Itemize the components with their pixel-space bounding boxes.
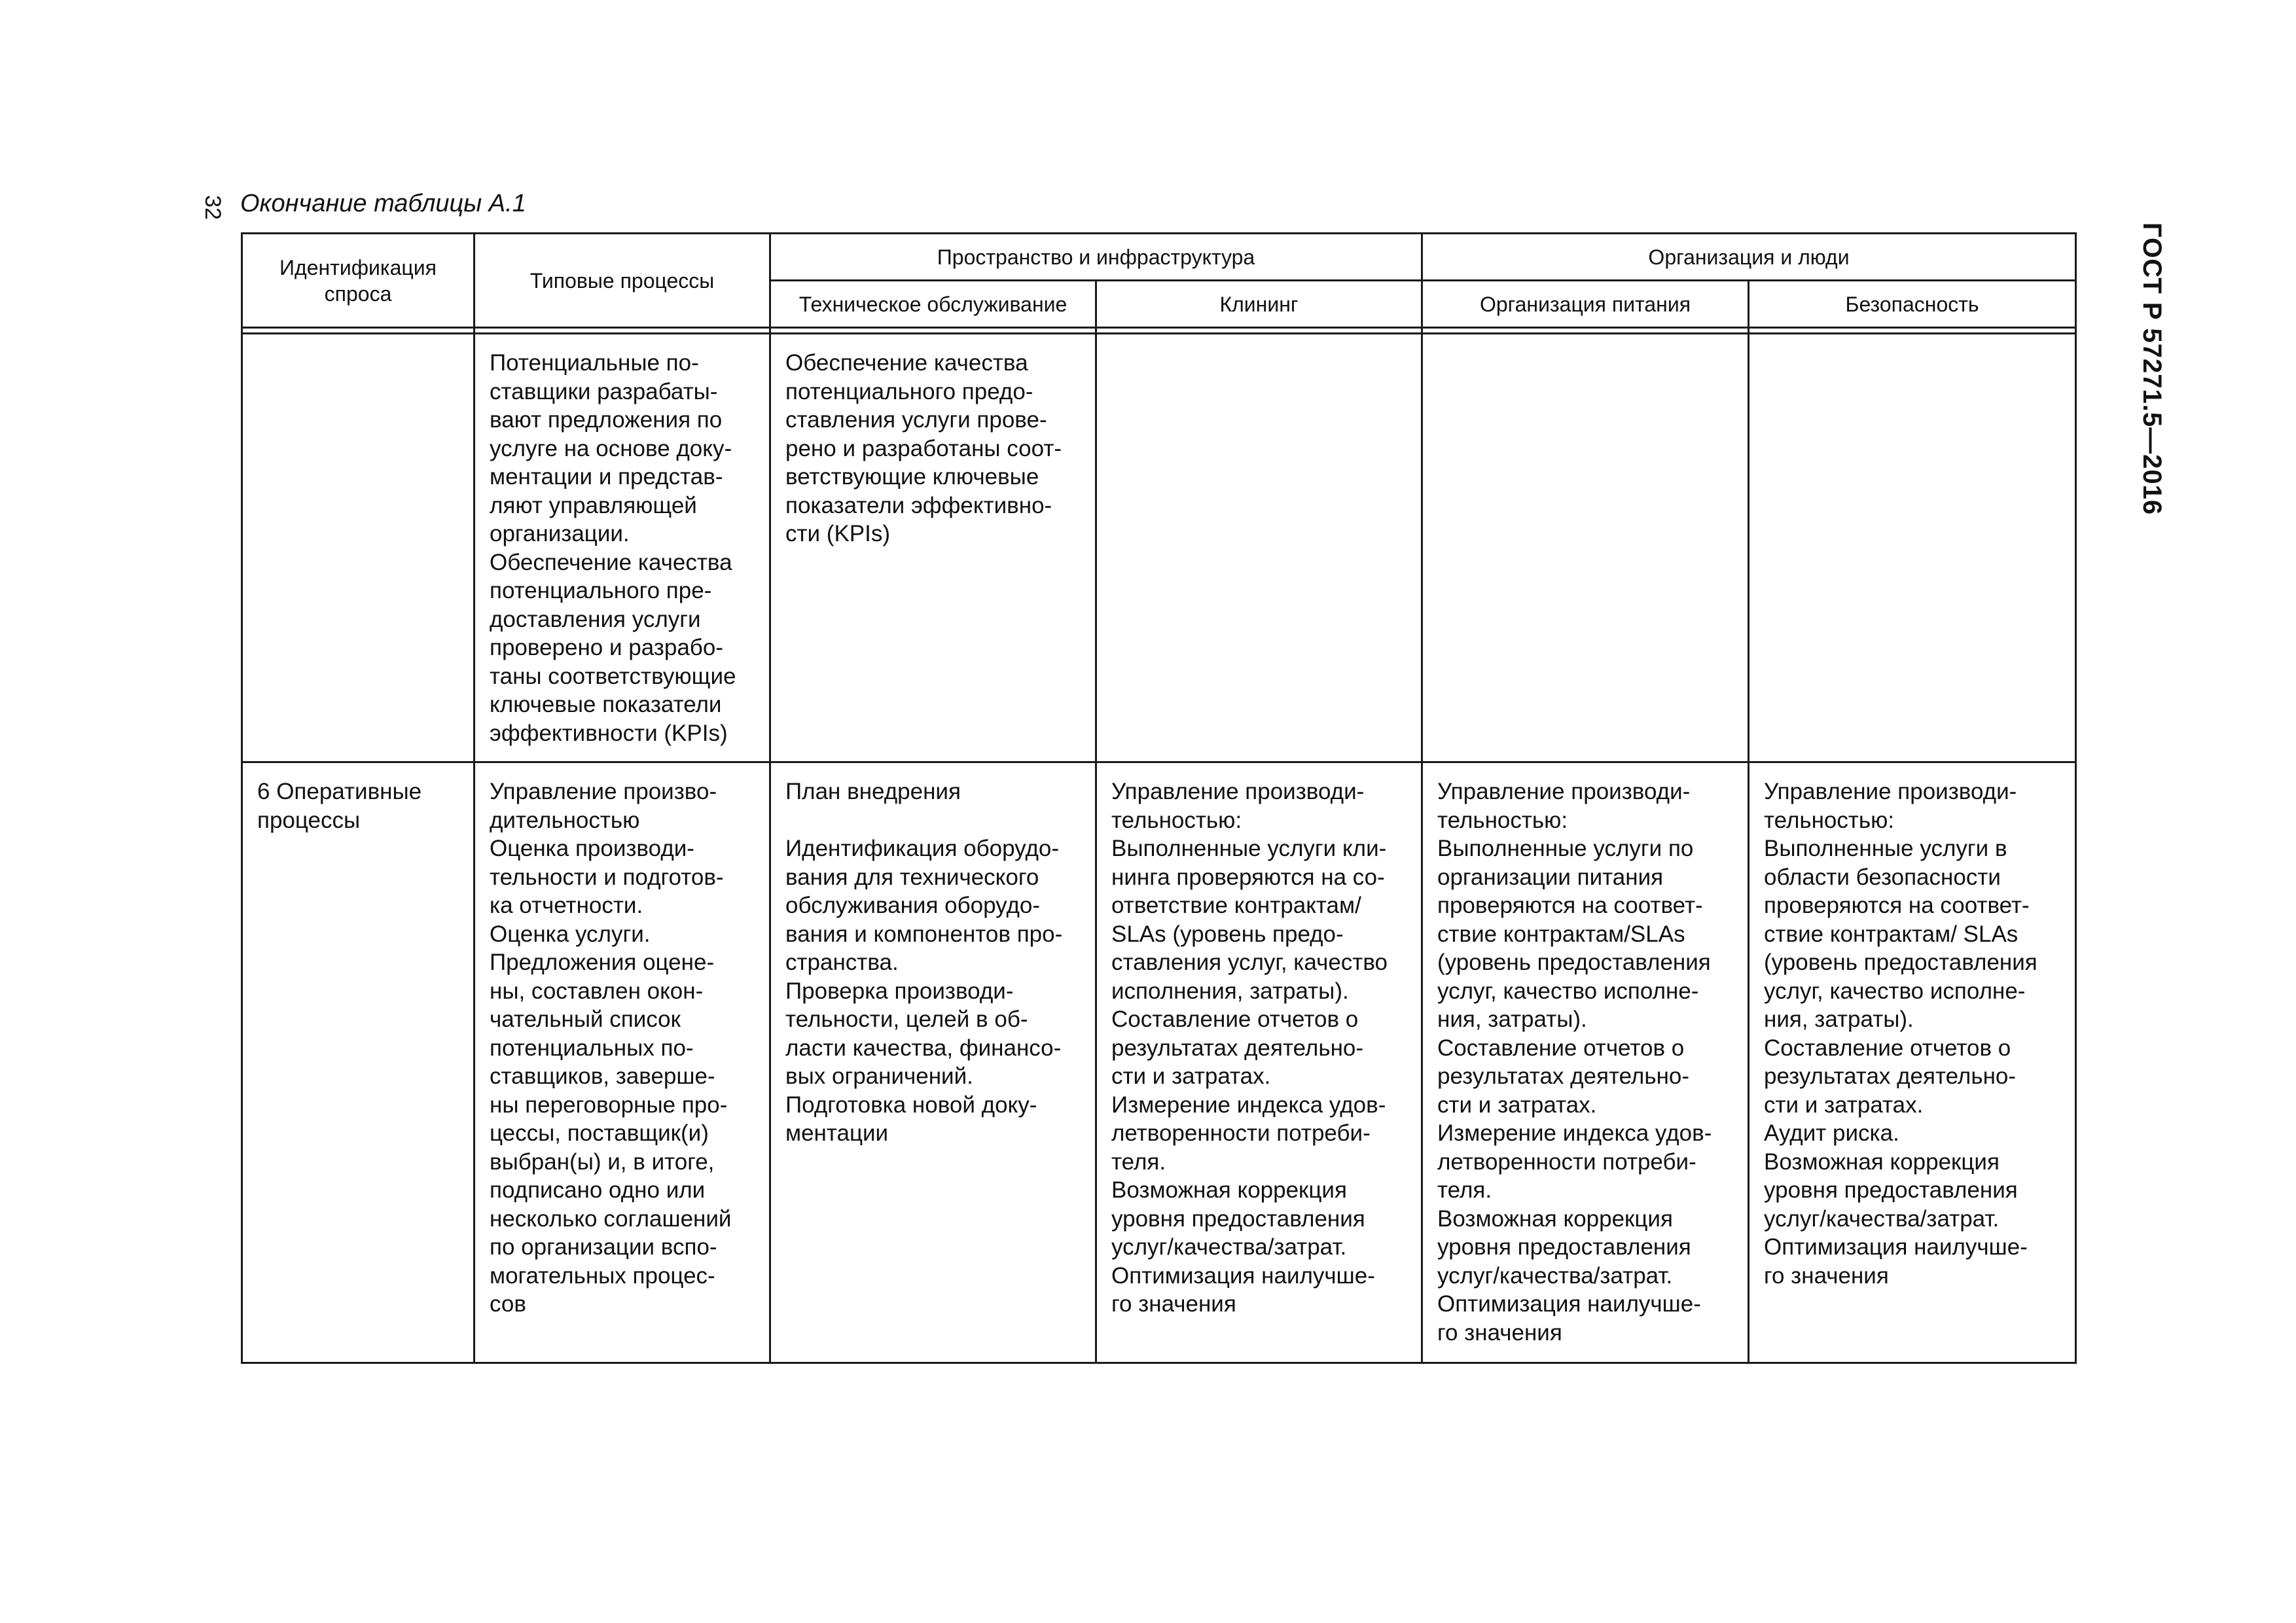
cell-maintenance: План внедрения Идентификация оборудо- вания для технического обслуживания оборудо- вания и компонентов про- странства. Проверка производи- тельности, целей в об- ласти качества, финансо- вых ограничений. Подготовка новой доку- ментации: [770, 762, 1096, 1363]
header-organization-people: Организация и люди: [1422, 234, 2076, 281]
table-row: [242, 334, 2076, 762]
cell-cleaning: Управление производи- тельностью: Выполненные услуги кли- нинга проверяются на со- ответствие контрактам/ SLAs (уровень предо- ставления услуг, качество исполнения, затраты). Составление отчетов о результатах деятельно- сти и затратах. Измерение индекса удов- летворенности потреби- теля. Возможная коррекция уровня предоставления услуг/качества/затрат. Оптимизация наилучше- го значения: [1096, 762, 1422, 1363]
processes-table: [241, 232, 2077, 1364]
header-catering: Организация питания: [1422, 281, 1749, 328]
standard-code: ГОСТ Р 57271.5—2016: [2138, 223, 2166, 516]
cell-catering: Управление производи- тельностью: Выполненные услуги по организации питания проверяются на соответ- ствие контрактам/SLAs (уровень предоставления услуг, качество исполне- ния, затраты). Составление отчетов о результатах деятельно- сти и затратах. Измерение индекса удов- летворенности потреби- теля. Возможная коррекция уровня предоставления услуг/качества/затрат. Оптимизация наилучше- го значения: [1422, 762, 1749, 1363]
cell-security: [1749, 334, 2076, 762]
header-space-infrastructure: Пространство и инфраструктура: [770, 234, 1422, 281]
header-typical-processes: Типовые процессы: [475, 234, 770, 328]
header-demand-identification: Идентификация спроса: [242, 234, 475, 328]
cell-maintenance: Обеспечение качества потенциального предо- ставления услуги прове- рено и разработаны соот- ветствующие ключевые показатели эффективно- сти (KPIs): [770, 334, 1096, 762]
header-row-top: [242, 234, 2076, 281]
cell-processes: Потенциальные по- ставщики разрабаты- вают предложения по услуге на основе доку- ментации и представ- ляют управляющей организации. Обеспечение качества потенциального пре- доставления услуги проверено и разрабо- таны соответствующие ключевые показатели эффективности (KPIs): [475, 334, 770, 762]
table-row: [242, 762, 2076, 1363]
cell-demand: [242, 334, 475, 762]
page-number: 32: [200, 195, 225, 220]
header-maintenance: Техническое обслуживание: [770, 281, 1096, 328]
cell-security: Управление производи- тельностью: Выполненные услуги в области безопасности проверяются на соответ- ствие контрактам/ SLAs (уровень предоставления услуг, качество исполне- ния, затраты). Составление отчетов о результатах деятельно- сти и затратах. Аудит риска. Возможная коррекция уровня предоставления услуг/качества/затрат. Оптимизация наилучше- го значения: [1749, 762, 2076, 1363]
cell-catering: [1422, 334, 1749, 762]
header-cleaning: Клининг: [1096, 281, 1422, 328]
cell-processes: Управление произво- дительностью Оценка производи- тельности и подготов- ка отчетности. Оценка услуги. Предложения оцене- ны, составлен окон- чательный список потенциальных по- ставщиков, заверше- ны переговорные про- цессы, поставщик(и) выбран(ы) и, в итоге, подписано одно или несколько соглашений по организации вспо- могательных процес- сов: [475, 762, 770, 1363]
table-continuation-caption: Окончание таблицы А.1: [240, 190, 526, 217]
header-separator: [242, 328, 2076, 334]
header-security: Безопасность: [1749, 281, 2076, 328]
cell-demand: 6 Оперативные процессы: [242, 762, 475, 1363]
cell-cleaning: [1096, 334, 1422, 762]
